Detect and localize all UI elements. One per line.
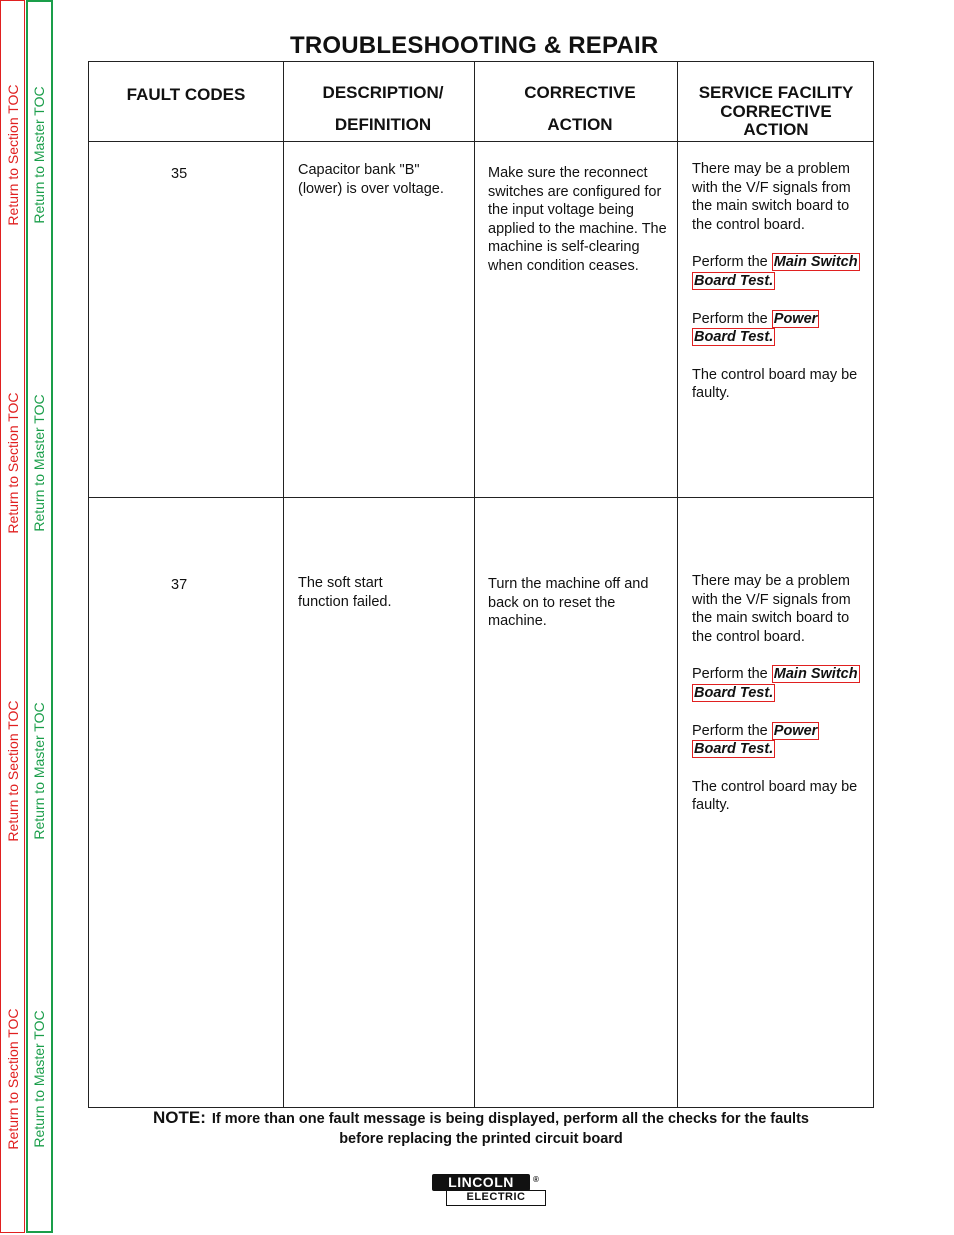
title-rule xyxy=(88,61,874,62)
return-to-master-toc-link[interactable]: Return to Master TOC xyxy=(31,86,47,224)
return-to-section-toc-link[interactable]: Return to Section TOC xyxy=(5,1008,21,1150)
perform-main-switch xyxy=(692,253,872,290)
header-service-line3: ACTION xyxy=(743,120,809,139)
main-switch-board-test-link[interactable]: Main Switch xyxy=(773,666,858,683)
power-board-test-link[interactable]: Board Test. xyxy=(694,329,774,346)
registered-mark: ® xyxy=(533,1175,539,1184)
header-rule xyxy=(88,141,874,142)
perform-power-board xyxy=(692,310,872,347)
logo-electric: ELECTRIC xyxy=(446,1190,546,1206)
fault-description: The soft start function failed. xyxy=(298,575,392,610)
column-divider xyxy=(283,61,284,1107)
header-service-line1: SERVICE FACILITY xyxy=(698,83,854,102)
page-title: TROUBLESHOOTING & REPAIR xyxy=(290,32,659,59)
perform-power-board xyxy=(692,722,872,759)
header-service-line2: CORRECTIVE xyxy=(720,102,832,121)
main-switch-board-test-link[interactable]: Main Switch xyxy=(773,254,858,271)
perform-prefix: Perform the xyxy=(692,666,768,683)
main-switch-board-test-link[interactable]: Board Test. xyxy=(694,272,774,289)
return-to-master-toc-link[interactable]: Return to Master TOC xyxy=(31,1010,47,1148)
column-divider xyxy=(474,61,475,1107)
return-to-section-toc-link[interactable]: Return to Section TOC xyxy=(5,84,21,226)
header-corrective-line2: ACTION xyxy=(547,115,613,134)
power-board-test-link[interactable]: Power xyxy=(773,722,818,739)
service-intro: There may be a problem with the V/F signals from the main switch board to the control board. xyxy=(692,161,851,233)
footer-note xyxy=(88,1108,874,1149)
table-border-left xyxy=(88,61,89,1107)
perform-prefix: Perform the xyxy=(692,722,768,739)
perform-main-switch xyxy=(692,665,872,702)
return-to-section-toc-link[interactable]: Return to Section TOC xyxy=(5,392,21,534)
corrective-action: Make sure the reconnect switches are configured for the input voltage being applied to the machine. The machine is self-clearing when condition ceases. xyxy=(488,165,667,274)
service-intro: There may be a problem with the V/F signals from the main switch board to the control board. xyxy=(692,573,851,645)
corrective-action: Turn the machine off and back on to reset the machine. xyxy=(488,576,649,630)
perform-prefix: Perform the xyxy=(692,310,768,327)
service-outro: The control board may be faulty. xyxy=(692,778,858,814)
header-corrective-line1: CORRECTIVE xyxy=(524,83,636,102)
power-board-test-link[interactable]: Board Test. xyxy=(694,741,774,758)
column-divider xyxy=(677,61,678,1107)
fault-code: 37 xyxy=(171,577,188,593)
table-border-right xyxy=(873,61,874,1107)
row-divider xyxy=(88,497,874,498)
return-to-master-toc-link[interactable]: Return to Master TOC xyxy=(31,394,47,532)
main-switch-board-test-link[interactable]: Board Test. xyxy=(694,684,774,701)
power-board-test-link[interactable]: Power xyxy=(773,310,818,327)
fault-description: Capacitor bank "B"(lower) is over voltage. xyxy=(298,162,444,197)
note-text-line2: before replacing the printed circuit board xyxy=(339,1131,623,1147)
header-fault-codes: FAULT CODES xyxy=(126,85,246,104)
service-action xyxy=(692,572,872,834)
perform-prefix: Perform the xyxy=(692,254,768,271)
note-text: If more than one fault message is being displayed, perform all the checks for the faults xyxy=(211,1111,809,1127)
fault-code: 35 xyxy=(171,166,188,182)
note-label: NOTE: xyxy=(153,1108,206,1127)
return-to-section-toc-link[interactable]: Return to Section TOC xyxy=(5,700,21,842)
header-description-line1: DESCRIPTION/ xyxy=(322,83,444,102)
logo-lincoln: LINCOLN xyxy=(432,1174,530,1191)
lincoln-electric-logo xyxy=(432,1174,548,1208)
service-action xyxy=(692,160,872,422)
service-outro: The control board may be faulty. xyxy=(692,366,858,402)
return-to-master-toc-link[interactable]: Return to Master TOC xyxy=(31,702,47,840)
header-description-line2: DEFINITION xyxy=(334,115,432,134)
